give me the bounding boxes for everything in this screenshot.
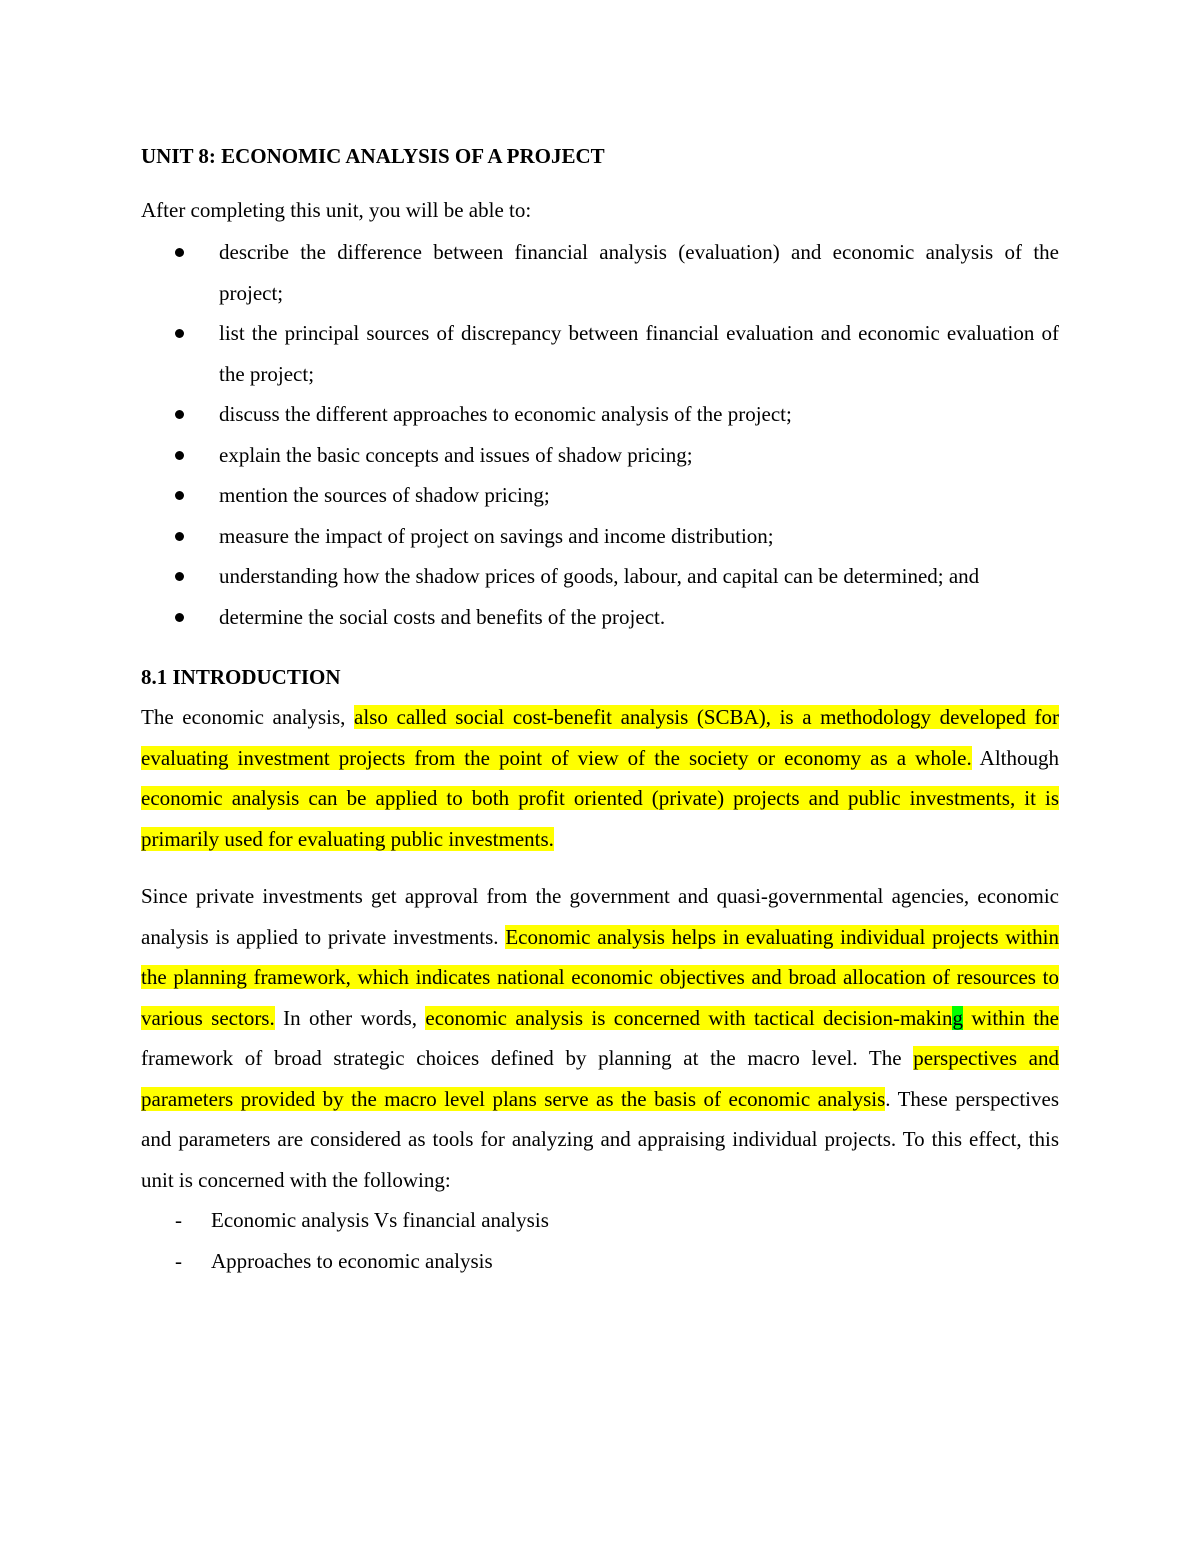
dash-marker: - (175, 1249, 182, 1273)
objective-text: measure the impact of project on savings and income distribution; (219, 523, 774, 548)
paragraph-text: Since private investments get approval from the government and quasi-governmental agencies, economic analysis is applied to private investments. (141, 884, 1059, 949)
list-item-text: Economic analysis Vs financial analysis (211, 1208, 549, 1232)
highlighted-text: economic analysis is concerned with tactical decision-makin (425, 1005, 953, 1030)
list-item (141, 597, 1059, 638)
list-item (141, 556, 1059, 597)
highlighted-text: Economic analysis helps in evaluating individual projects within the planning framework, which indicates national economic objectives and broad allocation of resources to various sectors. (141, 924, 1059, 1030)
objective-text: describe the difference between financial analysis (evaluation) and economic analysis of the project; (219, 240, 1059, 305)
list-item (141, 475, 1059, 516)
highlighted-text: perspectives and parameters provided by the macro level plans serve as the basis of economic analysis (141, 1046, 1059, 1111)
highlighted-text-green: g (952, 1005, 963, 1030)
objective-text: understanding how the shadow prices of goods, labour, and capital can be determined; and (219, 564, 980, 588)
list-item (141, 1200, 1059, 1241)
bullet-icon (175, 613, 184, 622)
highlighted-text: economic analysis can be applied to both profit oriented (private) projects and public investments, it is primarily used for evaluating public investments. (141, 786, 1059, 851)
paragraph-text: . These perspectives and parameters are considered as tools for analyzing and appraising individual projects. To this effect, this unit is concerned with the following: (141, 1086, 1059, 1192)
intro-paragraph-2 (141, 876, 1059, 1200)
bullet-icon (175, 329, 184, 338)
objective-text: mention the sources of shadow pricing; (219, 483, 550, 507)
paragraph-text: In other words, (274, 1005, 426, 1030)
highlighted-text: also called social cost-benefit analysis (SCBA), is a methodology developed for evaluating investment projects from the point of view of the society or economy as a whole. (141, 705, 1059, 770)
paragraph-text: framework of broad strategic choices defined by planning at the macro level. The (141, 1046, 914, 1070)
list-item (141, 1241, 1059, 1282)
dash-marker: - (175, 1208, 182, 1232)
paragraph-text: Although (971, 745, 1059, 770)
bullet-icon (175, 491, 184, 500)
objective-text: determine the social costs and benefits of the project. (219, 604, 666, 629)
unit-title: UNIT 8: ECONOMIC ANALYSIS OF A PROJECT (141, 144, 605, 168)
bullet-icon (175, 248, 184, 257)
intro-paragraph-1 (141, 697, 1059, 859)
paragraph-text: The economic analysis, (141, 705, 355, 729)
list-item (141, 435, 1059, 476)
objectives-list (141, 232, 1059, 637)
highlighted-text: within the (962, 1005, 1059, 1030)
objective-text: explain the basic concepts and issues of shadow pricing; (219, 442, 693, 467)
bullet-icon (175, 532, 184, 541)
list-item-text: Approaches to economic analysis (211, 1249, 493, 1273)
objectives-intro: After completing this unit, you will be able to: (141, 198, 532, 222)
objective-text: list the principal sources of discrepancy between financial evaluation and economic evaluation of the project; (219, 321, 1059, 386)
document-content (141, 138, 1059, 1282)
list-item (141, 394, 1059, 435)
section-heading: 8.1 INTRODUCTION (141, 665, 341, 689)
list-item (141, 516, 1059, 557)
bullet-icon (175, 451, 184, 460)
bullet-icon (175, 410, 184, 419)
list-item (141, 232, 1059, 313)
list-item (141, 313, 1059, 394)
bullet-icon (175, 572, 184, 581)
objective-text: discuss the different approaches to economic analysis of the project; (219, 402, 792, 426)
following-list (141, 1200, 1059, 1282)
